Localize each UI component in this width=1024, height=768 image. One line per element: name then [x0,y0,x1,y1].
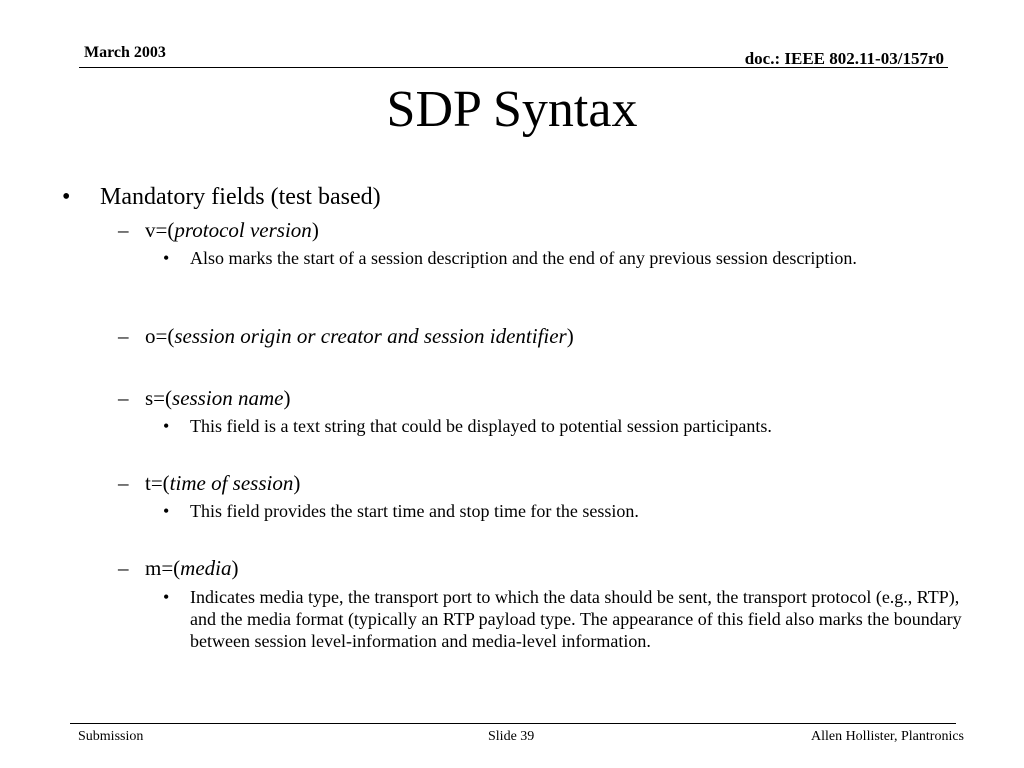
field-note: This field provides the start time and stop time for the session. [190,501,639,521]
dash-mark: – [118,471,129,495]
field-note: Indicates media type, the transport port to which the data should be sent, the transport protocol (e.g., RTP), and the media format (typically an RTP payload type. The appearance of this field also marks the boundary between session level-information and media-level information. [190,587,962,651]
dash-mark: – [118,386,129,410]
field-label: v=(protocol version) [145,218,319,242]
field-term: protocol version [174,218,312,242]
footer-slide-number: Slide 39 [488,729,535,744]
header-rule [79,67,948,68]
field-term: time of session [169,471,294,495]
footer-rule [70,723,956,724]
note-mark: • [163,416,170,436]
field-label: t=(time of session) [145,471,301,495]
field-term: session origin or creator and session identifier [174,324,567,348]
field-note: This field is a text string that could be displayed to potential session participants. [190,416,772,436]
bullet-mark: • [62,184,71,210]
field-note: Also marks the start of a session description and the end of any previous session description. [190,248,857,268]
field-label: o=(session origin or creator and session identifier) [145,324,574,348]
dash-mark: – [118,218,129,242]
footer-submission: Submission [78,729,144,744]
dash-mark: – [118,324,129,348]
footer-author: Allen Hollister, Plantronics [810,729,964,744]
header-date: March 2003 [84,44,166,61]
field-label: s=(session name) [145,386,291,410]
dash-mark: – [118,556,129,580]
field-term: session name [172,386,284,410]
note-mark: • [163,587,170,607]
field-label: m=(media) [145,556,239,580]
bullet-text: Mandatory fields (test based) [100,184,381,210]
note-mark: • [163,248,170,268]
note-mark: • [163,501,170,521]
field-term: media [180,556,232,580]
header-doc-id: doc.: IEEE 802.11-03/157r0 [744,49,944,68]
slide-title: SDP Syntax [386,81,638,138]
